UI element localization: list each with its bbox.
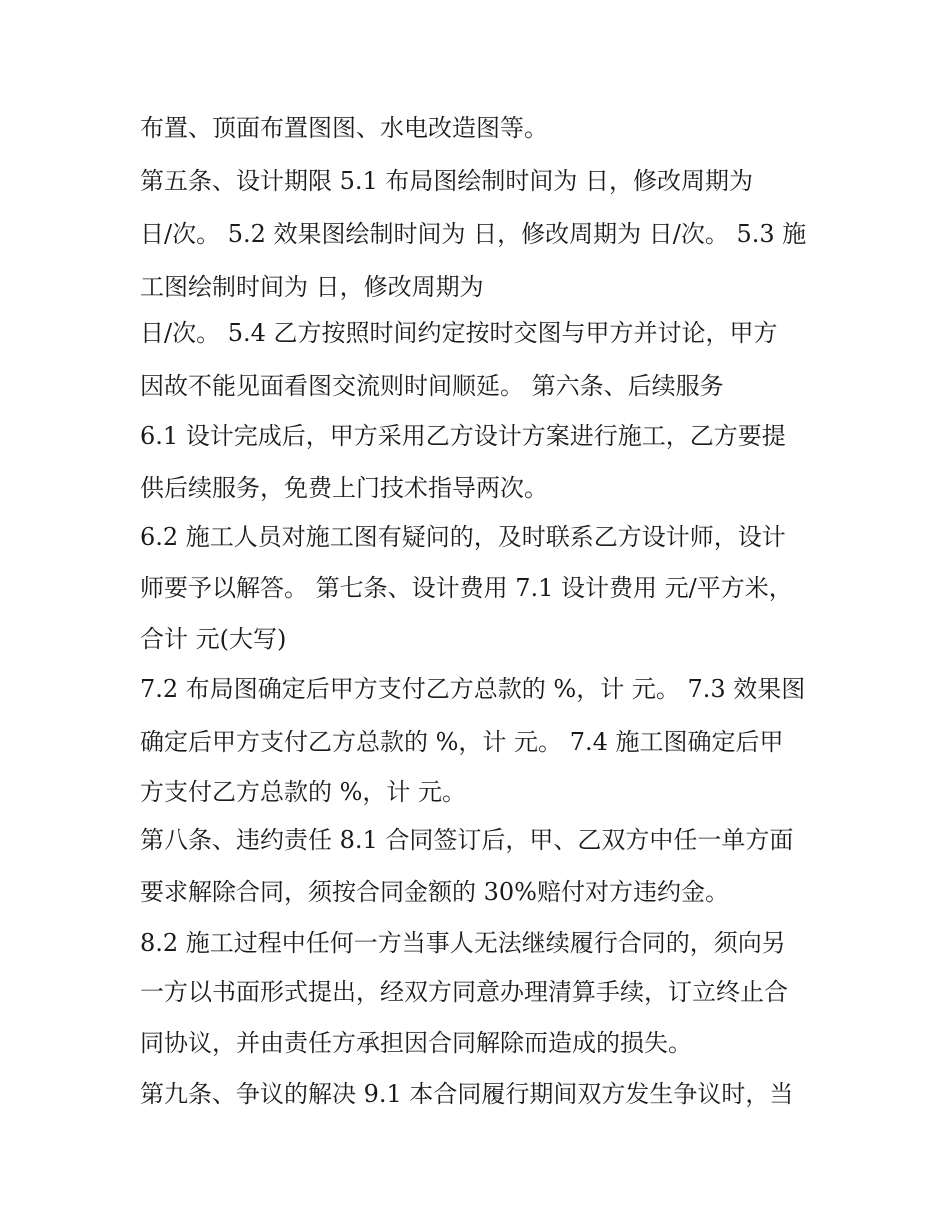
text-line: 工图绘制时间为 日，修改周期为 [140,273,484,301]
text-line: 第九条、争议的解决 9.1 本合同履行期间双方发生争议时，当 [140,1080,794,1108]
text-line: 供后续服务，免费上门技术指导两次。 [140,474,548,502]
text-line: 第八条、违约责任 8.1 合同签订后，甲、乙双方中任一单方面 [140,826,794,854]
text-line: 师要予以解答。 第七条、设计费用 7.1 设计费用 元/平方米， [140,574,793,602]
text-line: 第五条、设计期限 5.1 布局图绘制时间为 日，修改周期为 [140,167,754,195]
text-line: 合计 元(大写) [140,625,287,653]
text-line: 方支付乙方总款的 %，计 元。 [140,778,467,806]
text-line: 同协议，并由责任方承担因合同解除而造成的损失。 [140,1029,692,1057]
text-line: 一方以书面形式提出，经双方同意办理清算手续，订立终止合 [140,978,788,1006]
text-line: 确定后甲方支付乙方总款的 %，计 元。 7.4 施工图确定后甲 [140,728,784,756]
text-line: 6.2 施工人员对施工图有疑问的，及时联系乙方设计师，设计 [140,523,786,551]
text-line: 7.2 布局图确定后甲方支付乙方总款的 %，计 元。 7.3 效果图 [140,675,806,703]
text-line: 日/次。 5.4 乙方按照时间约定按时交图与甲方并讨论，甲方 [140,319,778,347]
text-line: 因故不能见面看图交流则时间顺延。 第六条、后续服务 [140,372,724,400]
text-line: 6.1 设计完成后，甲方采用乙方设计方案进行施工，乙方要提 [140,422,786,450]
text-line: 日/次。 5.2 效果图绘制时间为 日，修改周期为 日/次。 5.3 施 [140,220,807,248]
text-line: 布置、顶面布置图图、水电改造图等。 [140,114,548,142]
text-line: 8.2 施工过程中任何一方当事人无法继续履行合同的，须向另 [140,929,786,957]
text-line: 要求解除合同，须按合同金额的 30%赔付对方违约金。 [140,878,729,906]
